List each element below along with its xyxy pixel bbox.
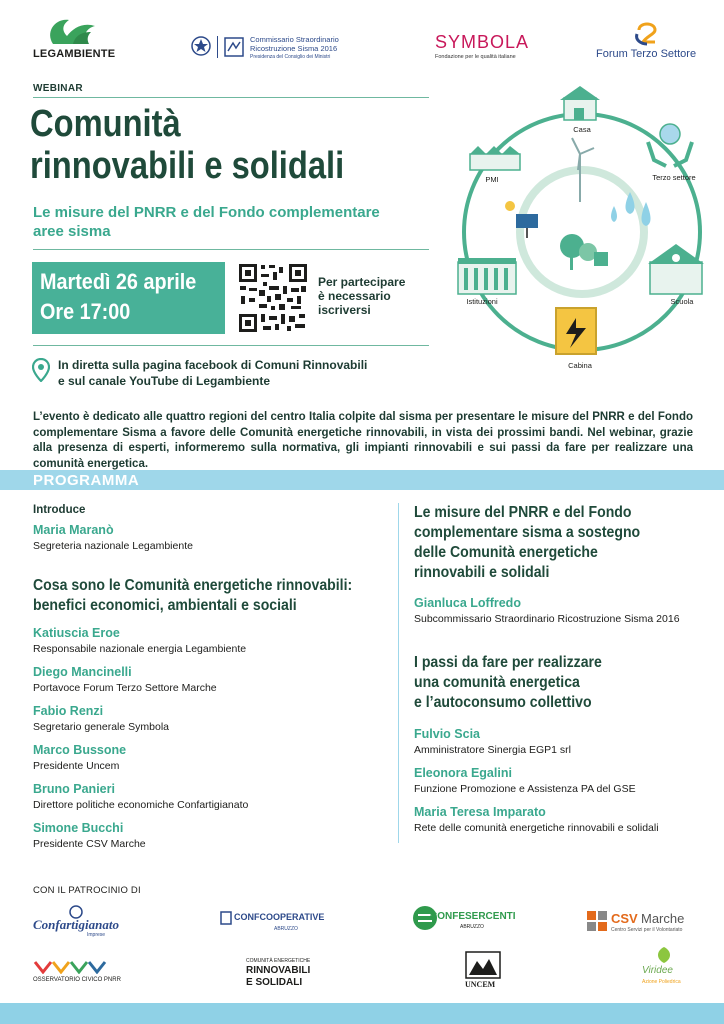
section2-line4: rinnovabili e solidali xyxy=(414,564,550,581)
patronage-label: CON IL PATROCINIO DI xyxy=(33,885,141,896)
speaker-role: Rete delle comunità energetiche rinnovabili e solidali xyxy=(414,822,659,834)
osservatorio-wordmark: OSSERVATORIO CIVICO PNRR xyxy=(33,977,121,983)
event-title xyxy=(30,103,383,187)
streaming-line2: e sul canale YouTube di Legambiente xyxy=(58,374,271,388)
trees-icon xyxy=(560,234,608,270)
symbola-wordmark: SYMBOLA xyxy=(435,32,530,52)
speaker-role: Segreteria nazionale Legambiente xyxy=(33,540,193,552)
event-time: Ore 17:00 xyxy=(40,299,131,324)
speaker-name: Simone Bucchi xyxy=(33,821,124,835)
viridee-sub: Azione Poliedrica xyxy=(642,979,681,985)
commissario-line3: Presidenza del Consiglio dei Ministri xyxy=(250,54,331,60)
hands-globe-icon xyxy=(648,124,692,166)
streaming-info xyxy=(58,357,418,389)
school-icon xyxy=(648,244,704,294)
sisma-icon xyxy=(224,37,244,57)
label-istituzioni: Istituzioni xyxy=(466,297,498,306)
confartigianato-logo xyxy=(33,905,133,939)
divider-top xyxy=(33,97,429,98)
column-divider xyxy=(398,503,399,843)
confesercenti-sub: ABRUZZO xyxy=(460,924,484,930)
comuni-line3: E SOLIDALI xyxy=(246,977,303,988)
confcooperative-wordmark: CONFCOOPERATIVE xyxy=(234,912,325,922)
speaker-role: Presidente Uncem xyxy=(33,760,120,772)
event-kind: WEBINAR xyxy=(33,83,83,94)
comuni-line1: COMUNITÀ ENERGETICHE xyxy=(246,958,311,964)
speaker-name: Maria Maranò xyxy=(33,523,114,537)
uncem-mark-icon xyxy=(465,951,501,979)
electrical-cabinet-icon xyxy=(556,308,596,354)
confesercenti-wordmark: CONFESERCENTI xyxy=(430,911,516,922)
commissario-logo xyxy=(190,34,370,62)
csv-sub: Centro Servizi per il Volontariato xyxy=(611,927,683,933)
swan-icon xyxy=(43,14,103,48)
event-subtitle xyxy=(33,203,453,241)
energy-community-diagram xyxy=(452,82,712,382)
speaker-name: Marco Bussone xyxy=(33,743,127,757)
section2-title xyxy=(414,503,640,583)
date-box xyxy=(32,262,225,334)
divider-mid xyxy=(33,249,429,250)
speaker-role: Funzione Promozione e Assistenza PA del GSE xyxy=(414,783,636,795)
program-heading: PROGRAMMA xyxy=(33,472,140,489)
speaker-role: Portavoce Forum Terzo Settore Marche xyxy=(33,682,217,694)
streaming-line1: In diretta sulla pagina facebook di Comuni Rinnovabili xyxy=(58,358,368,372)
event-title-line2: rinnovabili e solidali xyxy=(30,145,345,187)
section3-line3: e l’autoconsumo collettivo xyxy=(414,694,592,711)
house-icon xyxy=(560,86,600,120)
speaker-name: Gianluca Loffredo xyxy=(414,596,521,610)
uncem-logo xyxy=(463,951,503,991)
symbola-sub: Fondazione per le qualità italiane xyxy=(435,54,516,60)
speaker-role: Subcommissario Straordinario Ricostruzione Sisma 2016 xyxy=(414,613,680,625)
speaker-name: Eleonora Egalini xyxy=(414,766,512,780)
label-casa: Casa xyxy=(573,125,591,134)
forum-wordmark: Forum Terzo Settore xyxy=(596,48,697,60)
section2-line3: delle Comunità energetiche xyxy=(414,544,598,561)
event-subtitle-line2: aree sisma xyxy=(33,223,111,240)
symbola-logo xyxy=(435,32,530,62)
event-date: Martedì 26 aprile xyxy=(40,269,197,294)
csv-marche-logo xyxy=(586,910,696,936)
participation-line3: iscriversi xyxy=(318,303,371,317)
institution-icon xyxy=(458,258,516,294)
participation-line2: è necessario xyxy=(318,289,391,303)
confcooperative-sub: ABRUZZO xyxy=(274,926,298,932)
forum-logo xyxy=(596,20,706,64)
viridee-wordmark: Viridee xyxy=(642,965,673,976)
footer-bar xyxy=(0,1003,724,1024)
comuni-rinnovabili-logo xyxy=(246,958,326,992)
comuni-line2: RINNOVABILI xyxy=(246,965,311,976)
speaker-name: Fabio Renzi xyxy=(33,704,104,718)
csv-marche-wordmark: Marche xyxy=(641,911,685,926)
speaker-name: Diego Mancinelli xyxy=(33,665,132,679)
section3-title xyxy=(414,653,602,713)
divider-low xyxy=(33,345,429,346)
water-drops-icon xyxy=(611,192,651,226)
qr-code-icon[interactable] xyxy=(237,262,309,334)
viridee-logo xyxy=(640,945,700,989)
section2-line1: Le misure del PNRR e del Fondo xyxy=(414,504,632,521)
sun-icon xyxy=(505,201,515,211)
introduce-label: Introduce xyxy=(33,504,86,516)
emblem-icon xyxy=(190,34,212,58)
leaf-icon xyxy=(654,945,674,965)
section1-title xyxy=(33,576,352,616)
participation-line1: Per partecipare xyxy=(318,275,406,289)
label-pmi: PMI xyxy=(485,175,499,184)
event-title-line1: Comunità xyxy=(30,103,181,145)
section1-line2: benefici economici, ambientali e sociali xyxy=(33,597,297,614)
legambiente-logo xyxy=(33,14,116,62)
speaker-role: Amministratore Sinergia EGP1 srl xyxy=(414,744,571,756)
event-description: L’evento è dedicato alle quattro regioni del centro Italia colpite dal sisma per presentare le misure del PNRR e del Fondo complementare Sisma a favore delle Comunità energetiche rinnovabili, in vista dei prossimi bandi. Nel webinar, grazie alla presenza di esperti, informeremo sulla normativa, gli impianti rinnovabili e sui passi da fare per realizzare una comunità energetica. xyxy=(33,411,693,470)
confesercenti-logo xyxy=(412,903,522,935)
section3-line1: I passi da fare per realizzare xyxy=(414,654,602,671)
label-terzo-settore: Terzo settore xyxy=(652,173,696,182)
forum-mark-icon xyxy=(633,20,661,46)
csv-mark-icon xyxy=(586,910,608,932)
confartigianato-wordmark: Confartigianato xyxy=(33,917,119,932)
confartigianato-sub: Imprese xyxy=(87,932,106,938)
speaker-name: Maria Teresa Imparato xyxy=(414,805,546,819)
confcooperative-logo xyxy=(220,911,325,937)
legambiente-wordmark: LEGAMBIENTE xyxy=(33,48,116,60)
speaker-name: Katiuscia Eroe xyxy=(33,626,120,640)
speaker-role: Direttore politiche economiche Confartigianato xyxy=(33,799,249,811)
location-pin-icon xyxy=(32,358,50,382)
label-scuola: Scuola xyxy=(670,297,694,306)
section1-line1: Cosa sono le Comunità energetiche rinnovabili: xyxy=(33,577,353,594)
speaker-role: Presidente CSV Marche xyxy=(33,838,146,850)
osservatorio-mark-icon xyxy=(33,958,109,974)
section2-line2: complementare sisma a sostegno xyxy=(414,524,641,541)
csv-wordmark: CSV xyxy=(611,911,638,926)
section3-line2: una comunità energetica xyxy=(414,674,580,691)
speaker-role: Segretario generale Symbola xyxy=(33,721,169,733)
commissario-line2: Ricostruzione Sisma 2016 xyxy=(250,44,338,53)
factory-icon xyxy=(470,146,520,170)
speaker-name: Bruno Panieri xyxy=(33,782,115,796)
participation-note xyxy=(318,275,405,317)
confcooperative-mark-icon xyxy=(220,911,232,925)
uncem-wordmark: UNCEM xyxy=(465,980,496,989)
osservatorio-logo xyxy=(33,958,121,988)
event-subtitle-line1: Le misure del PNRR e del Fondo complementare xyxy=(33,204,380,221)
speaker-role: Responsabile nazionale energia Legambiente xyxy=(33,643,247,655)
label-cabina: Cabina xyxy=(568,361,592,370)
commissario-line1: Commissario Straordinario xyxy=(250,35,339,44)
speaker-name: Fulvio Scia xyxy=(414,727,480,741)
